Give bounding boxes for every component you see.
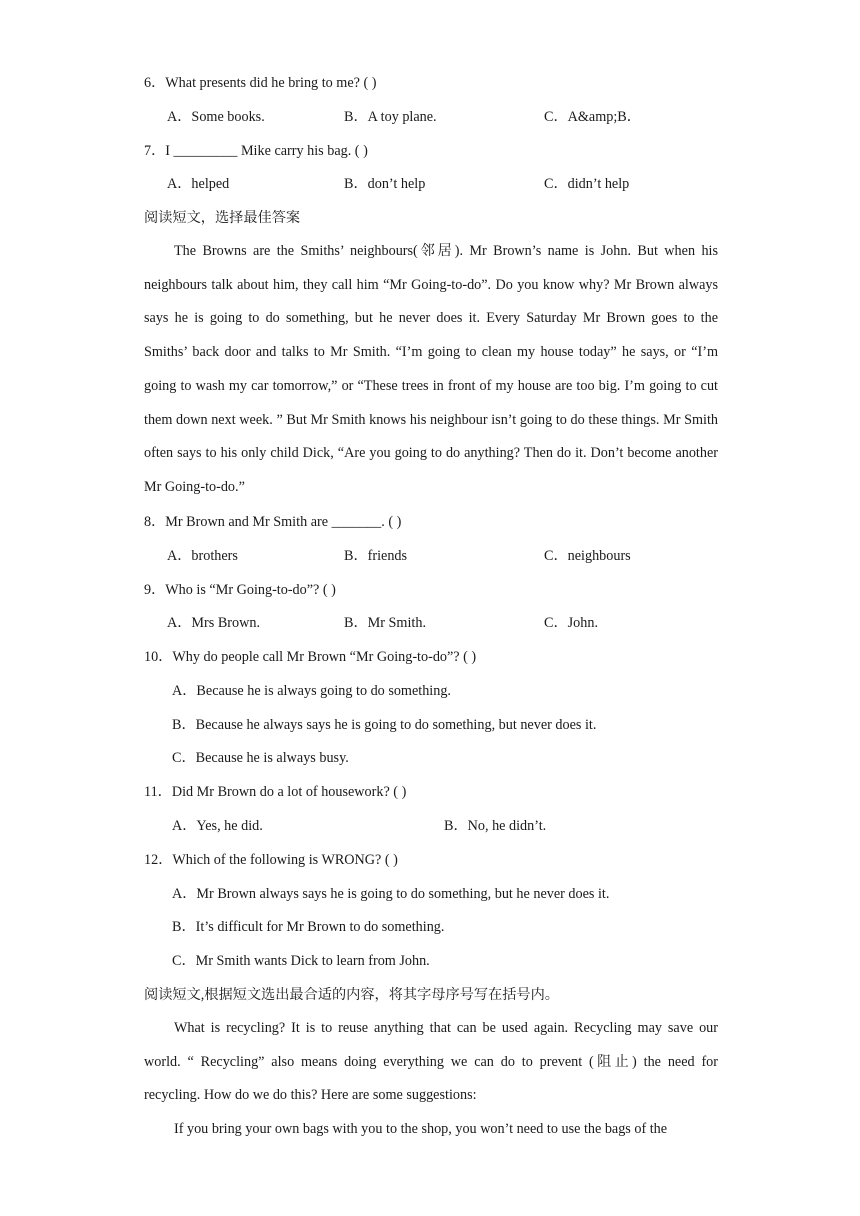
question-9-option-b: B．Mr Smith. [344, 615, 426, 631]
reading-passage-mr-going-to-do [144, 235, 718, 505]
question-11-stem: 11．Did Mr Brown do a lot of housework? ( ) [144, 784, 407, 800]
question-9-option-a: A．Mrs Brown. [167, 615, 261, 631]
passage-text: The Browns are the Smiths’ neighbours(邻居). Mr Brown’s name is John. But when his neighbours talk about him, they call him “Mr Going-to-do”. Do you know why? Mr Brown always says he is going to do something, but he never does it. Every Saturday Mr Brown goes to the Smiths’ back door and talks to Mr Smith. “I’m going to clean my house today” he says, or “I’m going to wash my car tomorrow,” or “These trees in front of my house are too big. I’m going to cut them down next week. ” But Mr Smith knows his neighbour isn’t going to do these things. Mr Smith often says to his only child Dick, “Are you going to do anything? Then do it. Don’t become another Mr Going-to-do.” [144, 243, 718, 495]
section-heading-reading-fill: 阅读短文,根据短文选出最合适的内容，将其字母序号写在括号内。 [144, 987, 559, 1003]
question-9-option-c: C．John. [544, 615, 598, 631]
question-12-stem: 12．Which of the following is WRONG? ( ) [144, 852, 398, 868]
question-7-option-a: A．helped [167, 176, 230, 192]
question-11-option-a: A．Yes, he did. [172, 818, 263, 834]
question-6-stem: 6．What presents did he bring to me? ( ) [144, 75, 377, 91]
question-7-option-c: C．didn’t help [544, 176, 630, 192]
question-10-option-b: B．Because he always says he is going to do something, but never does it. [172, 717, 597, 733]
question-8-option-a: A．brothers [167, 548, 238, 564]
question-8-option-c: C．neighbours [544, 548, 631, 564]
passage-text-part-1: What is recycling? It is to reuse anything that can be used again. Recycling may save our world. “ Recycling” also means doing everything we can do to prevent (阻止) the need for recycling. How do we do this? Here are some suggestions: [144, 1020, 718, 1104]
question-6-option-c: C．A&amp;B． [544, 109, 641, 125]
question-12-option-a: A．Mr Brown always says he is going to do something, but he never does it. [172, 886, 610, 902]
question-10-option-a: A．Because he is always going to do something. [172, 683, 451, 699]
question-11-option-b: B．No, he didn’t. [444, 818, 547, 834]
question-12-option-c: C．Mr Smith wants Dick to learn from John. [172, 953, 430, 969]
question-10-option-c: C．Because he is always busy. [172, 750, 349, 766]
question-12-option-b: B．It’s difficult for Mr Brown to do something. [172, 919, 445, 935]
question-6-option-a: A．Some books. [167, 109, 265, 125]
question-7-option-b: B．don’t help [344, 176, 426, 192]
question-8-stem: 8．Mr Brown and Mr Smith are _______. ( ) [144, 514, 402, 530]
question-9-stem: 9．Who is “Mr Going-to-do”? ( ) [144, 582, 336, 598]
question-10-stem: 10．Why do people call Mr Brown “Mr Going-to-do”? ( ) [144, 649, 477, 665]
passage-text-part-2: If you bring your own bags with you to the shop, you won’t need to use the bags of the [174, 1121, 668, 1138]
section-heading-reading-choice: 阅读短文，选择最佳答案 [144, 210, 301, 226]
question-6-option-b: B．A toy plane. [344, 109, 437, 125]
reading-passage-recycling [144, 1012, 718, 1147]
question-8-option-b: B．friends [344, 548, 408, 564]
question-7-stem: 7．I _________ Mike carry his bag. ( ) [144, 143, 368, 159]
